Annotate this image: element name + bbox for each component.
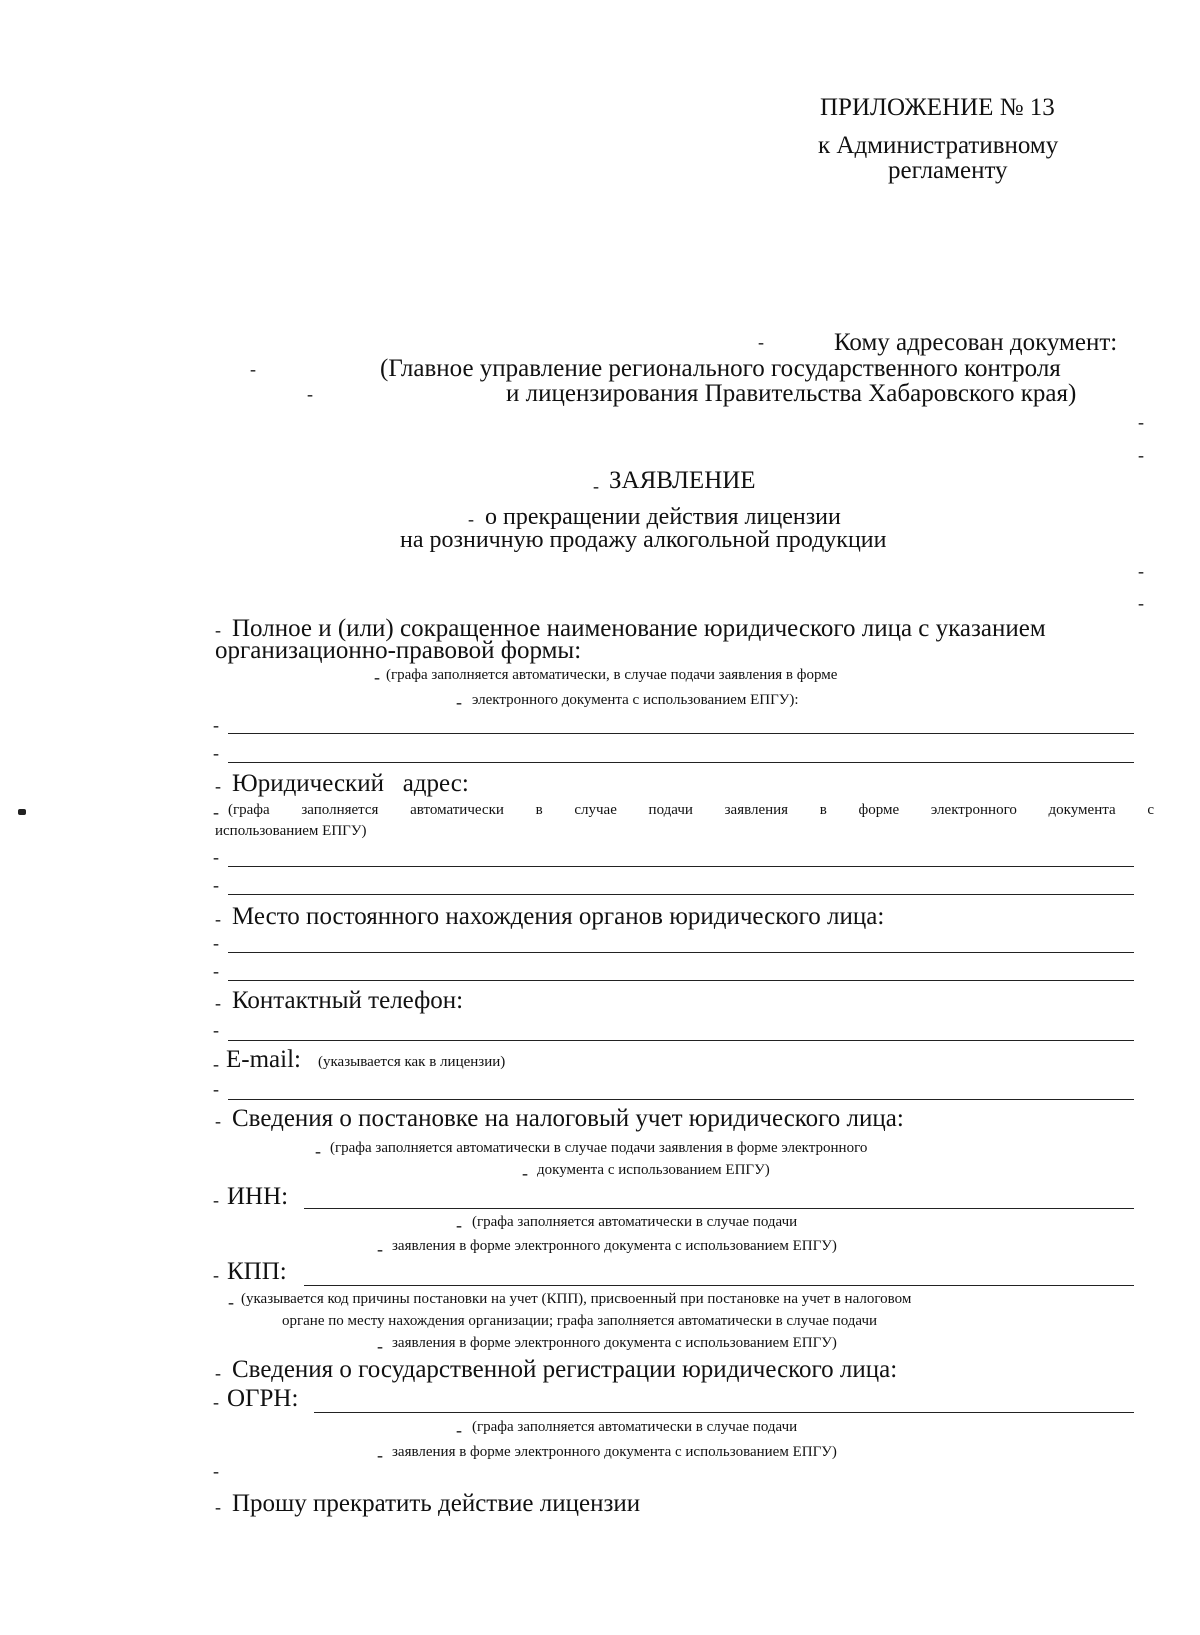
dash: - (215, 993, 221, 1013)
dash: - (456, 692, 462, 712)
inn-note-2: заявления в форме электронного документа с использованием ЕПГУ) (392, 1238, 837, 1254)
dash: - (215, 1497, 221, 1517)
dash: - (468, 509, 474, 529)
dash: - (215, 1111, 221, 1131)
dash: - (213, 1054, 219, 1074)
inn-note-1: (графа заполняется автоматически в случае подачи (472, 1214, 798, 1230)
kpp-fill-line[interactable] (304, 1285, 1134, 1286)
kpp-note-1: (указывается код причины постановки на учет (КПП), присвоенный при постановке на учет в налоговом (241, 1291, 912, 1307)
dash: - (213, 1392, 219, 1412)
dash: - (1138, 593, 1144, 613)
dash: - (377, 1445, 383, 1465)
kpp-note-2: органе по месту нахождения организации; графа заполняется автоматически в случае подачи (282, 1313, 878, 1329)
dash: - (758, 332, 764, 352)
dash: - (1138, 561, 1144, 581)
dash: - (456, 1420, 462, 1440)
appendix-line-2: регламенту (888, 157, 1008, 184)
dash: - (215, 909, 221, 929)
tax-note-2: документа с использованием ЕПГУ) (537, 1162, 770, 1178)
dash: - (374, 667, 380, 687)
dash: - (215, 620, 221, 640)
dash: - (593, 476, 599, 496)
dash: - (213, 847, 219, 867)
name-label-1: Полное и (или) сокращенное наименование юридического лица с указанием (232, 615, 1046, 642)
dash: - (315, 1141, 321, 1161)
appendix-line-1: к Административному (818, 132, 1059, 159)
name-fill-line-1[interactable] (228, 733, 1134, 734)
dash: - (250, 359, 256, 379)
scan-mark (18, 809, 26, 815)
email-note: (указывается как в лицензии) (318, 1054, 506, 1070)
address-note-1: (графа заполняется автоматически в случае подачи заявления в форме электронного документа с (228, 802, 1154, 818)
dash: - (213, 715, 219, 735)
ogrn-fill-line[interactable] (314, 1412, 1134, 1413)
statement-title: ЗАЯВЛЕНИЕ (609, 467, 756, 494)
dash: - (522, 1163, 528, 1183)
dash: - (456, 1215, 462, 1235)
dash: - (213, 743, 219, 763)
name-note-1: (графа заполняется автоматически, в случае подачи заявления в форме (386, 667, 838, 683)
tax-note-1: (графа заполняется автоматически в случае подачи заявления в форме электронного (330, 1140, 868, 1156)
dash: - (228, 1292, 234, 1312)
request-text: Прошу прекратить действие лицензии (232, 1490, 641, 1517)
name-fill-line-2[interactable] (228, 762, 1134, 763)
dash: - (1138, 412, 1144, 432)
tax-label: Сведения о постановке на налоговый учет юридического лица: (232, 1105, 904, 1132)
dash: - (213, 1461, 219, 1481)
dash: - (213, 961, 219, 981)
phone-fill-line[interactable] (228, 1040, 1134, 1041)
dash: - (213, 933, 219, 953)
dash: - (213, 1190, 219, 1210)
dash: - (215, 776, 221, 796)
statement-subtitle-1: о прекращении действия лицензии (485, 504, 841, 530)
statement-subtitle-2: на розничную продажу алкогольной продукции (400, 527, 887, 553)
location-fill-line-2[interactable] (228, 980, 1134, 981)
address-label: Юридический адрес: (232, 770, 469, 797)
inn-fill-line[interactable] (304, 1208, 1134, 1209)
inn-label: ИНН: (227, 1183, 289, 1210)
location-label: Место постоянного нахождения органов юридического лица: (232, 903, 885, 930)
email-label: E-mail: (226, 1046, 301, 1073)
dash: - (215, 1363, 221, 1383)
email-fill-line[interactable] (228, 1099, 1134, 1100)
dash: - (307, 384, 313, 404)
ogrn-note-2: заявления в форме электронного документа с использованием ЕПГУ) (392, 1444, 837, 1460)
dash: - (213, 875, 219, 895)
name-note-2: электронного документа с использованием ЕПГУ): (472, 692, 799, 708)
appendix-title: ПРИЛОЖЕНИЕ № 13 (820, 94, 1055, 121)
address-fill-line-1[interactable] (228, 866, 1134, 867)
address-fill-line-2[interactable] (228, 894, 1134, 895)
addressee-line-1: (Главное управление регионального государственного контроля (380, 355, 1061, 382)
address-note-2: использованием ЕПГУ) (215, 823, 367, 839)
kpp-label: КПП: (227, 1258, 287, 1285)
dash: - (213, 1020, 219, 1040)
addressee-label: Кому адресован документ: (834, 329, 1118, 356)
dash: - (1138, 445, 1144, 465)
location-fill-line-1[interactable] (228, 952, 1134, 953)
reg-label: Сведения о государственной регистрации юридического лица: (232, 1356, 898, 1383)
dash: - (213, 1079, 219, 1099)
dash: - (377, 1336, 383, 1356)
ogrn-note-1: (графа заполняется автоматически в случае подачи (472, 1419, 798, 1435)
dash: - (377, 1239, 383, 1259)
dash: - (213, 1265, 219, 1285)
dash: - (213, 802, 219, 822)
ogrn-label: ОГРН: (227, 1385, 299, 1412)
name-label-2: организационно-правовой формы: (215, 637, 582, 664)
kpp-note-3: заявления в форме электронного документа с использованием ЕПГУ) (392, 1335, 837, 1351)
phone-label: Контактный телефон: (232, 987, 464, 1014)
addressee-line-2: и лицензирования Правительства Хабаровского края) (506, 380, 1077, 407)
